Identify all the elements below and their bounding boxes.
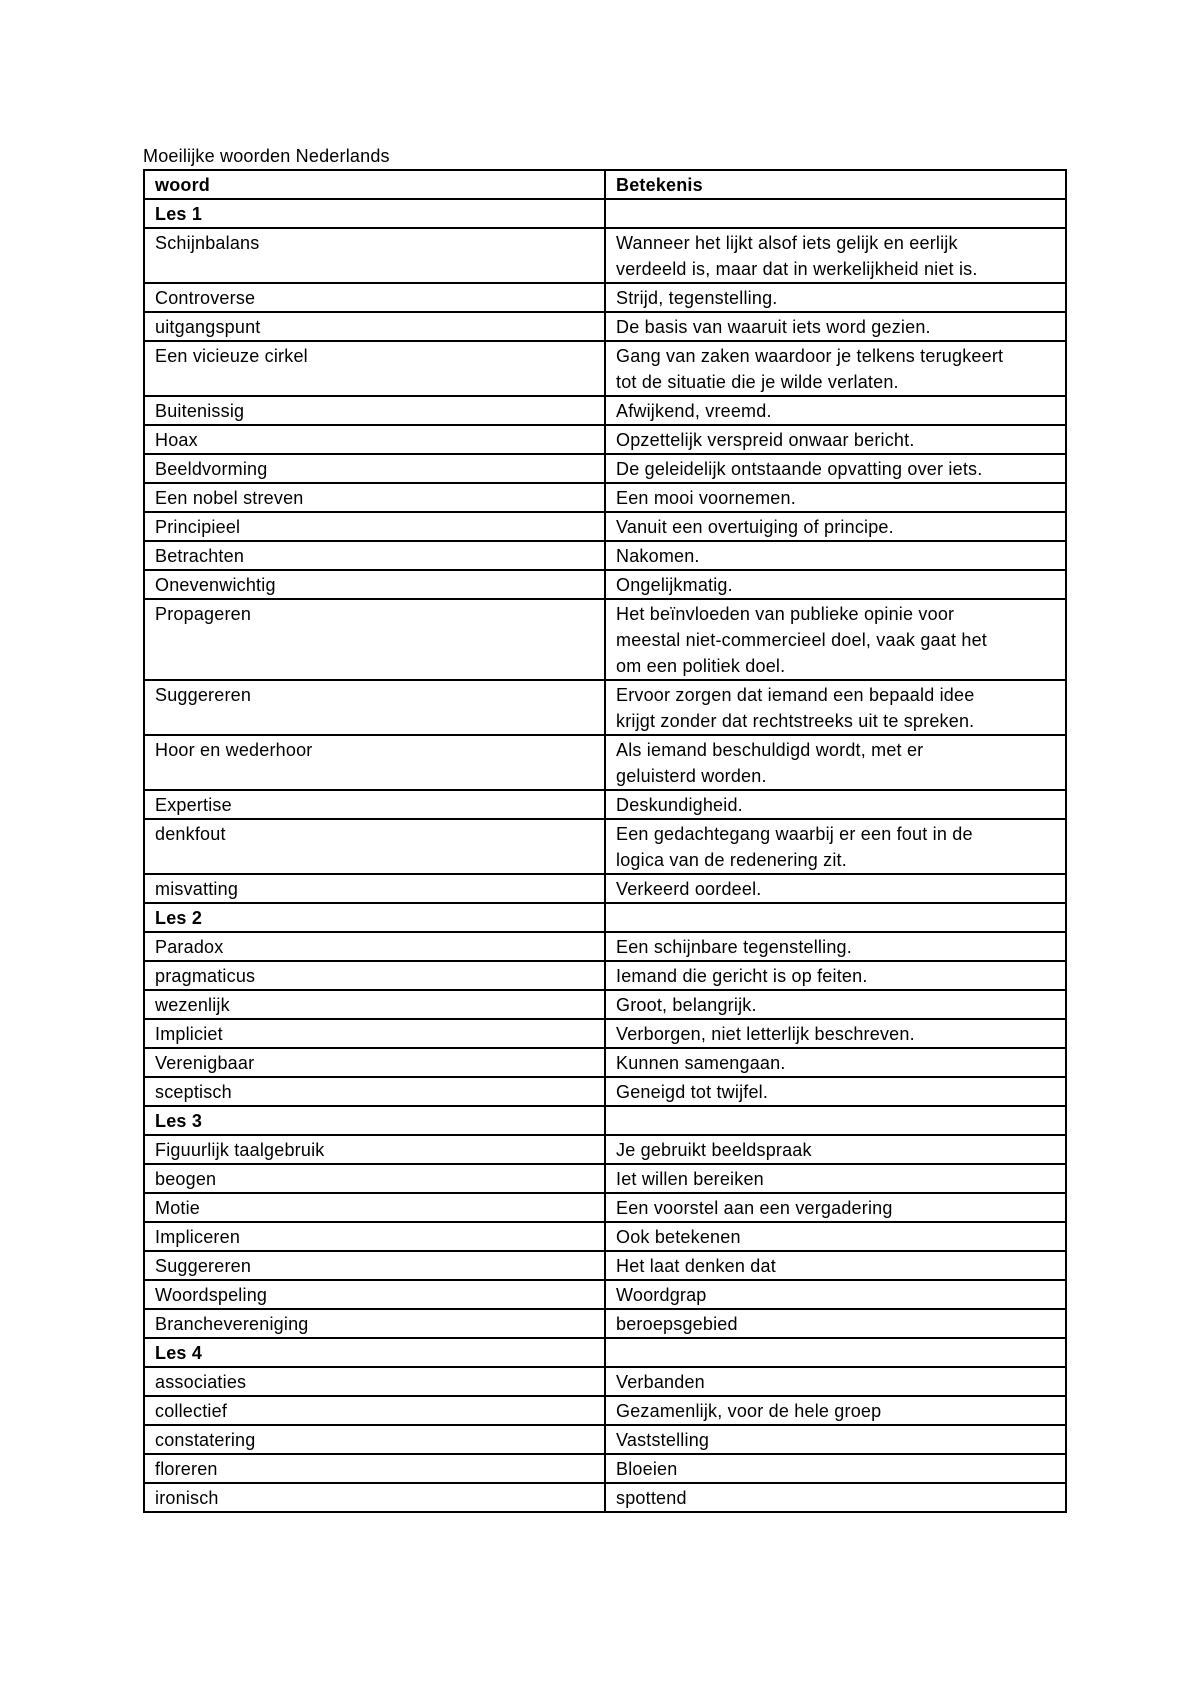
- word-cell: collectief: [144, 1396, 605, 1425]
- meaning-cell: Wanneer het lijkt alsof iets gelijk en eerlijk verdeeld is, maar dat in werkelijkheid niet is.: [605, 228, 1066, 283]
- table-row: [144, 454, 1066, 483]
- table-row: [144, 819, 1066, 874]
- table-row: [144, 1193, 1066, 1222]
- meaning-cell: Het laat denken dat: [605, 1251, 1066, 1280]
- table-row: [144, 1164, 1066, 1193]
- meaning-cell: [605, 199, 1066, 228]
- word-cell: Hoax: [144, 425, 605, 454]
- section-row: [144, 1106, 1066, 1135]
- word-cell: uitgangspunt: [144, 312, 605, 341]
- word-cell: Motie: [144, 1193, 605, 1222]
- word-cell: wezenlijk: [144, 990, 605, 1019]
- meaning-cell: Je gebruikt beeldspraak: [605, 1135, 1066, 1164]
- word-cell: Verenigbaar: [144, 1048, 605, 1077]
- word-cell: Suggereren: [144, 1251, 605, 1280]
- meaning-cell: Iet willen bereiken: [605, 1164, 1066, 1193]
- table-row: [144, 1251, 1066, 1280]
- table-row: [144, 1077, 1066, 1106]
- meaning-cell: Een voorstel aan een vergadering: [605, 1193, 1066, 1222]
- meaning-cell: Woordgrap: [605, 1280, 1066, 1309]
- table-row: [144, 1135, 1066, 1164]
- meaning-cell: [605, 903, 1066, 932]
- meaning-cell: Het beïnvloeden van publieke opinie voor meestal niet-commercieel doel, vaak gaat het om een politiek doel.: [605, 599, 1066, 680]
- table-row: [144, 1425, 1066, 1454]
- word-cell: Schijnbalans: [144, 228, 605, 283]
- meaning-cell: Ongelijkmatig.: [605, 570, 1066, 599]
- table-row: [144, 312, 1066, 341]
- meaning-cell: Groot, belangrijk.: [605, 990, 1066, 1019]
- table-row: [144, 932, 1066, 961]
- table-row: [144, 990, 1066, 1019]
- table-row: [144, 396, 1066, 425]
- word-cell: constatering: [144, 1425, 605, 1454]
- word-cell: associaties: [144, 1367, 605, 1396]
- meaning-cell: Verborgen, niet letterlijk beschreven.: [605, 1019, 1066, 1048]
- section-label: Les 4: [144, 1338, 605, 1367]
- table-row: [144, 1309, 1066, 1338]
- word-cell: Figuurlijk taalgebruik: [144, 1135, 605, 1164]
- word-cell: Suggereren: [144, 680, 605, 735]
- meaning-cell: Een mooi voornemen.: [605, 483, 1066, 512]
- table-row: [144, 1483, 1066, 1512]
- table-row: [144, 541, 1066, 570]
- word-cell: Hoor en wederhoor: [144, 735, 605, 790]
- section-row: [144, 1338, 1066, 1367]
- word-cell: sceptisch: [144, 1077, 605, 1106]
- table-row: [144, 1048, 1066, 1077]
- meaning-cell: Opzettelijk verspreid onwaar bericht.: [605, 425, 1066, 454]
- word-cell: Impliciet: [144, 1019, 605, 1048]
- table-row: [144, 680, 1066, 735]
- meaning-cell: Gezamenlijk, voor de hele groep: [605, 1396, 1066, 1425]
- word-cell: Controverse: [144, 283, 605, 312]
- meaning-cell: Verbanden: [605, 1367, 1066, 1396]
- meaning-cell: Verkeerd oordeel.: [605, 874, 1066, 903]
- table-row: [144, 790, 1066, 819]
- meaning-cell: Ervoor zorgen dat iemand een bepaald idee krijgt zonder dat rechtstreeks uit te spreken.: [605, 680, 1066, 735]
- section-row: [144, 199, 1066, 228]
- meaning-cell: Bloeien: [605, 1454, 1066, 1483]
- table-row: [144, 228, 1066, 283]
- table-header-row: [144, 170, 1066, 199]
- table-row: [144, 735, 1066, 790]
- table-row: [144, 1367, 1066, 1396]
- table-row: [144, 341, 1066, 396]
- meaning-cell: Vanuit een overtuiging of principe.: [605, 512, 1066, 541]
- table-row: [144, 1280, 1066, 1309]
- table-row: [144, 283, 1066, 312]
- meaning-cell: De geleidelijk ontstaande opvatting over iets.: [605, 454, 1066, 483]
- section-row: [144, 903, 1066, 932]
- meaning-cell: Kunnen samengaan.: [605, 1048, 1066, 1077]
- word-cell: Onevenwichtig: [144, 570, 605, 599]
- word-cell: Buitenissig: [144, 396, 605, 425]
- column-header-word: woord: [144, 170, 605, 199]
- word-cell: denkfout: [144, 819, 605, 874]
- table-row: [144, 483, 1066, 512]
- meaning-cell: De basis van waaruit iets word gezien.: [605, 312, 1066, 341]
- table-row: [144, 1019, 1066, 1048]
- meaning-cell: Nakomen.: [605, 541, 1066, 570]
- document-title: Moeilijke woorden Nederlands: [143, 146, 390, 166]
- word-cell: Paradox: [144, 932, 605, 961]
- table-row: [144, 874, 1066, 903]
- meaning-cell: Afwijkend, vreemd.: [605, 396, 1066, 425]
- meaning-cell: spottend: [605, 1483, 1066, 1512]
- section-label: Les 1: [144, 199, 605, 228]
- word-cell: misvatting: [144, 874, 605, 903]
- word-cell: Principieel: [144, 512, 605, 541]
- meaning-cell: Vaststelling: [605, 1425, 1066, 1454]
- word-cell: beogen: [144, 1164, 605, 1193]
- meaning-cell: [605, 1338, 1066, 1367]
- word-cell: floreren: [144, 1454, 605, 1483]
- table-row: [144, 1222, 1066, 1251]
- meaning-cell: Iemand die gericht is op feiten.: [605, 961, 1066, 990]
- word-cell: Betrachten: [144, 541, 605, 570]
- word-cell: Branchevereniging: [144, 1309, 605, 1338]
- word-cell: Een vicieuze cirkel: [144, 341, 605, 396]
- table-row: [144, 961, 1066, 990]
- table-row: [144, 599, 1066, 680]
- meaning-cell: Als iemand beschuldigd wordt, met er geluisterd worden.: [605, 735, 1066, 790]
- column-header-meaning: Betekenis: [605, 170, 1066, 199]
- meaning-cell: Deskundigheid.: [605, 790, 1066, 819]
- word-cell: ironisch: [144, 1483, 605, 1512]
- meaning-cell: Ook betekenen: [605, 1222, 1066, 1251]
- table-row: [144, 570, 1066, 599]
- word-cell: Woordspeling: [144, 1280, 605, 1309]
- table-row: [144, 425, 1066, 454]
- table-row: [144, 1396, 1066, 1425]
- word-cell: pragmaticus: [144, 961, 605, 990]
- meaning-cell: Gang van zaken waardoor je telkens terugkeert tot de situatie die je wilde verlaten.: [605, 341, 1066, 396]
- word-cell: Beeldvorming: [144, 454, 605, 483]
- word-cell: Expertise: [144, 790, 605, 819]
- meaning-cell: Strijd, tegenstelling.: [605, 283, 1066, 312]
- meaning-cell: [605, 1106, 1066, 1135]
- word-cell: Propageren: [144, 599, 605, 680]
- meaning-cell: Een gedachtegang waarbij er een fout in de logica van de redenering zit.: [605, 819, 1066, 874]
- table-row: [144, 1454, 1066, 1483]
- meaning-cell: beroepsgebied: [605, 1309, 1066, 1338]
- section-label: Les 2: [144, 903, 605, 932]
- section-label: Les 3: [144, 1106, 605, 1135]
- table-row: [144, 512, 1066, 541]
- vocabulary-table: [143, 169, 1067, 1513]
- word-cell: Impliceren: [144, 1222, 605, 1251]
- meaning-cell: Een schijnbare tegenstelling.: [605, 932, 1066, 961]
- word-cell: Een nobel streven: [144, 483, 605, 512]
- meaning-cell: Geneigd tot twijfel.: [605, 1077, 1066, 1106]
